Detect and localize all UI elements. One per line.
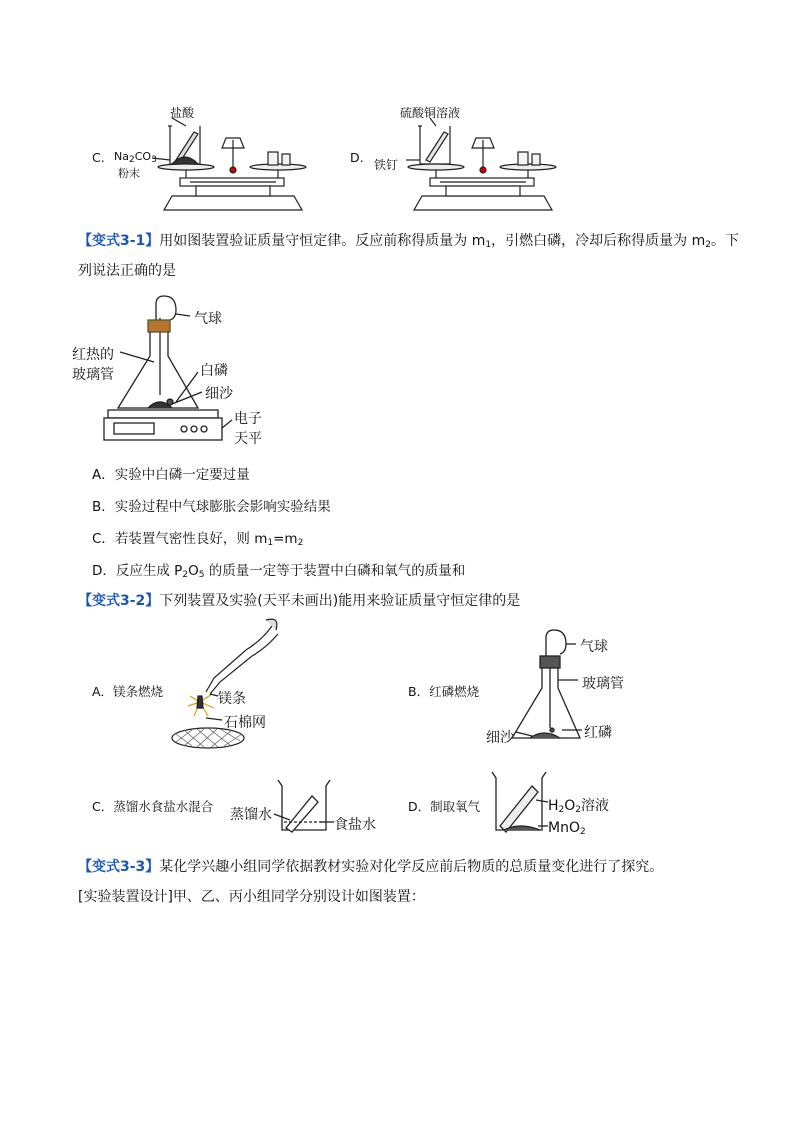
q32-option-b[interactable]: B．红磷燃烧 [408, 684, 480, 699]
q33-stem: 【变式3-3】某化学兴趣小组同学依据教材实验对化学反应前后物质的总质量变化进行了探究。 [78, 859, 664, 875]
electronic-balance-label-2: 天平 [234, 431, 262, 447]
b-fine-sand-label: 细沙 [486, 730, 514, 746]
q31-option-d[interactable]: D．反应生成 $P_2O_5$ 的质量一定等于装置中白磷和氧气的质量和 [92, 563, 466, 580]
cuso4-label: 硫酸铜溶液 [400, 106, 461, 120]
q33-design: [实验装置设计]甲、乙、丙小组同学分别设计如图装置： [78, 889, 425, 905]
na2co3-label: $Na_2CO_3$ [114, 150, 157, 165]
white-phosphorus-label: 白磷 [200, 363, 228, 379]
mg-ribbon-label: 镁条 [218, 691, 246, 707]
iron-nail-label: 铁钉 [374, 158, 399, 172]
b-red-phosphorus-label: 红磷 [584, 725, 612, 741]
q33-tag: 【变式3-3】 [78, 859, 160, 875]
q31-option-b[interactable]: B．实验过程中气球膨胀会影响实验结果 [92, 499, 331, 515]
red-hot-tube-label-1: 红热的 [72, 347, 114, 363]
powder-label: 粉末 [118, 167, 140, 180]
option-d-letter: D. [350, 150, 364, 165]
electronic-balance-label-1: 电子 [234, 411, 262, 427]
q31-tag: 【变式3-1】 [78, 233, 160, 249]
distilled-water-label: 蒸馏水 [230, 807, 272, 823]
q31-line1: 【变式3-1】用如图装置验证质量守恒定律。反应前称得质量为 $m_1$，引燃白磷，冷却后称得质量为 $m_2$。下 [78, 233, 739, 250]
q32-option-d[interactable]: D．制取氧气 [408, 799, 481, 814]
brine-label: 食盐水 [334, 817, 376, 833]
asbestos-gauze-label: 石棉网 [224, 715, 266, 731]
q32-option-c[interactable]: C．蒸馏水食盐水混合 [92, 799, 214, 814]
red-hot-tube-label-2: 玻璃管 [72, 367, 114, 383]
mno2-label: MnO$_2$ [548, 820, 586, 837]
option-c-letter: C. [92, 150, 105, 165]
q32-tag: 【变式3-2】 [78, 593, 160, 609]
b-glass-tube-label: 玻璃管 [582, 676, 624, 692]
hcl-label: 盐酸 [170, 106, 195, 120]
balloon-label: 气球 [194, 311, 222, 327]
b-balloon-label: 气球 [580, 639, 608, 655]
q31-option-a[interactable]: A．实验中白磷一定要过量 [92, 467, 250, 483]
fine-sand-label: 细沙 [205, 386, 233, 402]
q31-line2: 列说法正确的是 [78, 263, 176, 279]
q32-option-a[interactable]: A．镁条燃烧 [92, 684, 164, 699]
q31-option-c[interactable]: C．若装置气密性良好，则 $m_1=m_2$ [92, 531, 304, 548]
h2o2-label: $H_2O_2$溶液 [548, 798, 610, 815]
q32-stem: 【变式3-2】下列装置及实验(天平未画出)能用来验证质量守恒定律的是 [78, 593, 521, 609]
